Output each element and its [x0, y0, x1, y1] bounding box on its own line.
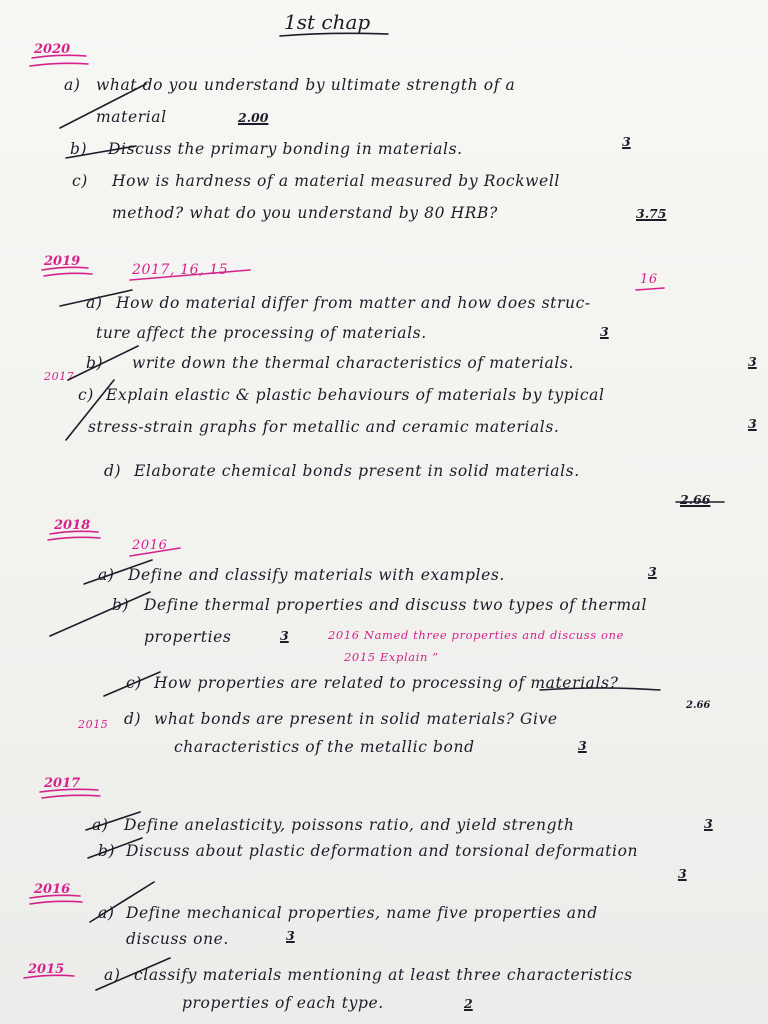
section-year-2018: 2018 [54, 518, 91, 533]
question-line: ture affect the processing of materials. [96, 324, 427, 342]
question-label: a) [104, 966, 121, 984]
question-mark: 3 [600, 324, 609, 339]
section-year-2019: 2019 [44, 254, 81, 269]
question-line: properties [144, 628, 232, 646]
repeat-note: 16 [640, 272, 658, 287]
question-line: Discuss about plastic deformation and torsional deformation [126, 842, 639, 860]
question-line: method? what do you understand by 80 HRB? [112, 204, 498, 222]
question-label: d) [104, 462, 122, 480]
question-line: discuss one. [126, 930, 229, 948]
question-line: How do material differ from matter and how does struc- [116, 294, 591, 312]
repeat-years: 2017, 16, 15 [132, 262, 229, 278]
question-line: properties of each type. [182, 994, 384, 1012]
question-line: characteristics of the metallic bond [174, 738, 475, 756]
question-line: How properties are related to processing of materials? [154, 674, 619, 692]
question-mark: 3 [286, 928, 295, 943]
side-year: 2015 [78, 718, 109, 731]
question-line: write down the thermal characteristics of materials. [132, 354, 575, 372]
question-label: b) [86, 354, 104, 372]
page-title: 1st chap [284, 10, 371, 34]
question-line: material [96, 108, 167, 126]
question-line: How is hardness of a material measured by Rockwell [112, 172, 560, 190]
question-line: what do you understand by ultimate strength of a [96, 76, 516, 94]
question-label: a) [98, 566, 115, 584]
question-line: Define and classify materials with examples. [128, 566, 505, 584]
question-line: Explain elastic & plastic behaviours of materials by typical [106, 386, 605, 404]
question-label: d) [124, 710, 142, 728]
section-year-2015: 2015 [28, 962, 65, 977]
question-mark: 2.00 [238, 110, 269, 125]
section-year-2017: 2017 [44, 776, 81, 791]
question-line: Define anelasticity, poissons ratio, and yield strength [124, 816, 575, 834]
annotation: 2015 Explain ” [344, 650, 439, 664]
question-mark: 3 [622, 134, 631, 149]
question-line: Discuss the primary bonding in materials. [108, 140, 463, 158]
side-year: 2017 [44, 370, 75, 383]
question-mark: 2.66 [680, 492, 711, 507]
section-year-2016: 2016 [34, 882, 71, 897]
question-label: a) [92, 816, 109, 834]
question-line: Define thermal properties and discuss two types of thermal [144, 596, 648, 614]
question-line: stress-strain graphs for metallic and ceramic materials. [88, 418, 560, 436]
question-mark: 3 [748, 354, 757, 369]
question-mark: 3 [648, 564, 657, 579]
annotation: 2016 Named three properties and discuss one [328, 628, 624, 642]
question-label: b) [98, 842, 116, 860]
question-mark: 3 [704, 816, 713, 831]
question-label: c) [78, 386, 94, 404]
question-label: a) [98, 904, 115, 922]
question-line: Elaborate chemical bonds present in solid materials. [134, 462, 580, 480]
repeat-years: 2016 [132, 538, 168, 553]
question-label: a) [86, 294, 103, 312]
question-label: a) [64, 76, 81, 94]
question-line: what bonds are present in solid materials? Give [154, 710, 558, 728]
question-label: c) [72, 172, 88, 190]
question-mark: 3 [280, 628, 289, 643]
question-mark: 3 [748, 416, 757, 431]
question-line: Define mechanical properties, name five properties and [126, 904, 598, 922]
question-label: b) [112, 596, 130, 614]
question-line: classify materials mentioning at least three characteristics [134, 966, 633, 984]
question-mark: 2 [464, 996, 473, 1011]
question-label: c) [126, 674, 142, 692]
section-year-2020: 2020 [34, 42, 71, 57]
question-mark: 3 [578, 738, 587, 753]
question-mark: 3 [678, 866, 687, 881]
question-label: b) [70, 140, 88, 158]
question-mark: 2.66 [686, 700, 711, 711]
question-mark: 3.75 [636, 206, 667, 221]
